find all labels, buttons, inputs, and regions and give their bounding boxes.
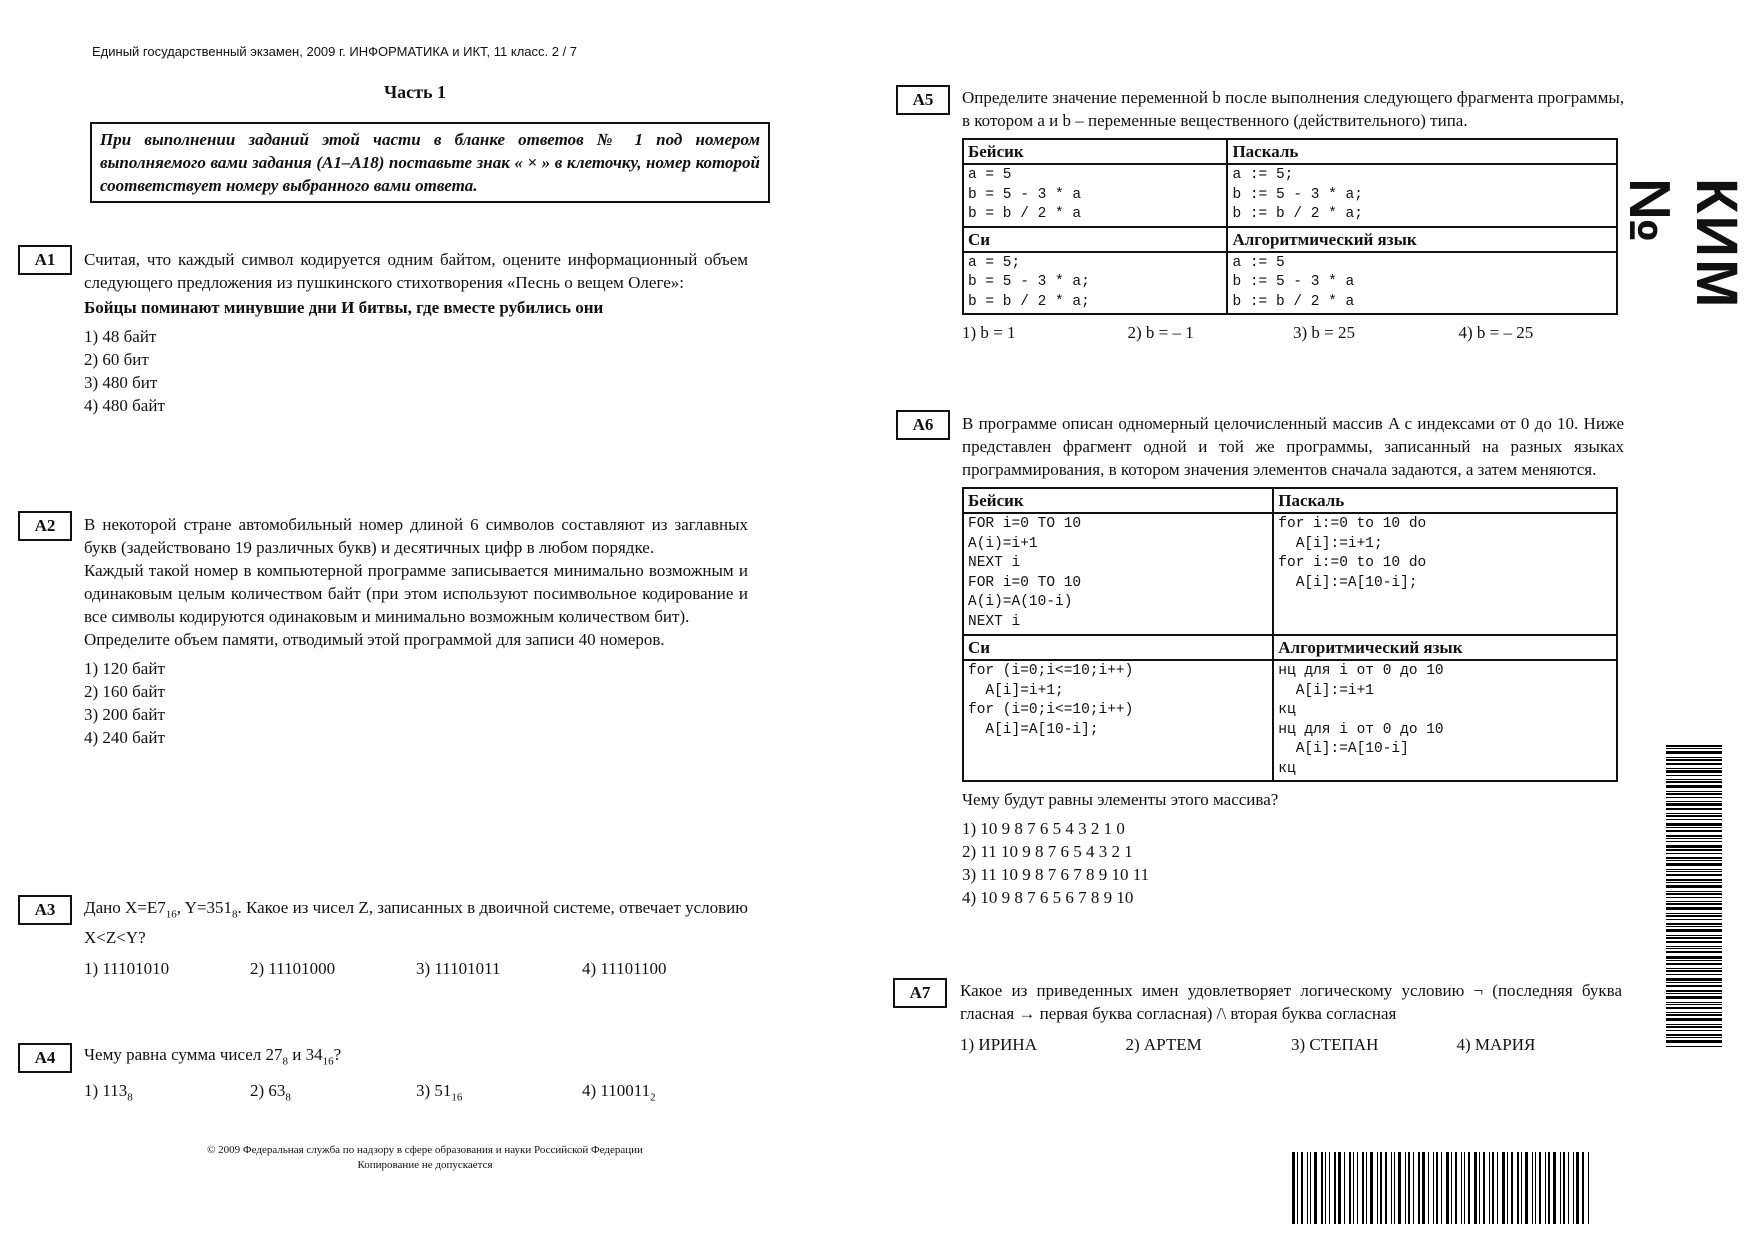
question-a5 — [962, 86, 1624, 344]
barcode-bar — [1666, 946, 1722, 947]
barcode-bar — [1666, 781, 1722, 783]
barcode-bar — [1666, 860, 1722, 861]
answer-option: 3) СТЕПАН — [1291, 1035, 1379, 1054]
barcode-bar — [1489, 1152, 1490, 1224]
barcode-bar — [1497, 1152, 1498, 1224]
barcode-bar — [1292, 1152, 1295, 1224]
barcode-horizontal — [1292, 1152, 1622, 1224]
barcode-bar — [1666, 1034, 1722, 1036]
question-label-a4: A4 — [18, 1043, 72, 1073]
barcode-bar — [1314, 1152, 1317, 1224]
answer-option: 1) 48 байт — [84, 327, 157, 346]
barcode-bar — [1666, 891, 1722, 892]
copy-notice: Копирование не допускается — [357, 1159, 493, 1171]
lang-header: Алгоритмический язык — [1273, 635, 1617, 660]
lang-header: Бейсик — [963, 488, 1273, 513]
question-text: В некоторой стране автомобильный номер длиной 6 символов составляют из заглавных букв (задействовано 19 различных букв) и десятичных цифр в любом порядке. — [84, 515, 748, 557]
barcode-bar — [1666, 941, 1722, 943]
barcode-bar — [1666, 937, 1722, 939]
barcode-bar — [1588, 1152, 1589, 1224]
barcode-bar — [1666, 907, 1722, 910]
lang-header: Си — [963, 227, 1227, 252]
barcode-bar — [1666, 845, 1722, 848]
page-header: Единый государственный экзамен, 2009 г. ИНФОРМАТИКА и ИКТ, 11 класс. 2 / 7 — [92, 44, 578, 59]
barcode-bar — [1525, 1152, 1528, 1224]
barcode-bar — [1666, 968, 1722, 969]
answer-option: 3) 11101011 — [416, 959, 501, 979]
barcode-bar — [1539, 1152, 1541, 1224]
barcode-bar — [1349, 1152, 1351, 1224]
barcode-bar — [1492, 1152, 1494, 1224]
answer-option: 2) 11101000 — [250, 959, 336, 979]
barcode-bar — [1545, 1152, 1546, 1224]
barcode-bar — [1517, 1152, 1519, 1224]
barcode-bar — [1666, 960, 1722, 961]
instruction-box: При выполнении заданий этой части в бланке ответов № 1 под номером выполняемого вами задания (A1–A18) поставьте знак « × » в клеточку, номер которой соответствует номеру выбранного вами ответа. — [90, 122, 770, 203]
barcode-bar — [1353, 1152, 1354, 1224]
barcode-bar — [1666, 803, 1722, 806]
barcode-bar — [1433, 1152, 1434, 1224]
barcode-bar — [1366, 1152, 1367, 1224]
barcode-bar — [1461, 1152, 1462, 1224]
barcode-bar — [1507, 1152, 1508, 1224]
barcode-bar — [1377, 1152, 1378, 1224]
barcode-bar — [1666, 770, 1722, 773]
barcode-bar — [1666, 838, 1722, 839]
barcode-bar — [1666, 841, 1722, 842]
barcode-bar — [1666, 759, 1722, 761]
barcode-bar — [1666, 897, 1722, 898]
barcode-bar — [1666, 815, 1722, 817]
barcode-bar — [1405, 1152, 1406, 1224]
barcode-bar — [1666, 801, 1722, 802]
barcode-bar — [1385, 1152, 1387, 1224]
barcode-bar — [1307, 1152, 1308, 1224]
barcode-bar — [1666, 808, 1722, 810]
barcode-bar — [1666, 1002, 1722, 1003]
answer-options — [960, 1033, 1622, 1056]
barcode-bar — [1321, 1152, 1323, 1224]
barcode-bar — [1666, 819, 1722, 820]
question-a2 — [84, 513, 748, 749]
barcode-bar — [1479, 1152, 1480, 1224]
answer-options — [962, 817, 1624, 909]
question-label-a3: A3 — [18, 895, 72, 925]
barcode-bar — [1666, 956, 1722, 959]
barcode-bar — [1560, 1152, 1561, 1224]
barcode-bar — [1666, 745, 1722, 747]
lang-header: Паскаль — [1227, 139, 1617, 164]
lang-header: Бейсик — [963, 139, 1227, 164]
barcode-bar — [1666, 948, 1722, 949]
barcode-bar — [1666, 885, 1722, 888]
barcode-bar — [1666, 797, 1722, 798]
barcode-bar — [1666, 951, 1722, 953]
barcode-bar — [1666, 990, 1722, 992]
answer-option: 2) АРТЕМ — [1125, 1035, 1202, 1054]
question-a7 — [960, 979, 1622, 1056]
barcode-bar — [1441, 1152, 1442, 1224]
answer-option: 1) $113_8$ — [84, 1081, 133, 1104]
code-table — [962, 487, 1618, 782]
barcode-bar — [1329, 1152, 1330, 1224]
barcode-bar — [1666, 996, 1722, 999]
barcode-bar — [1666, 893, 1722, 895]
answer-option: 3) 11 10 9 8 7 6 7 8 9 10 11 — [962, 865, 1150, 884]
barcode-bar — [1548, 1152, 1550, 1224]
answer-option: 4) 10 9 8 7 6 5 6 7 8 9 10 — [962, 888, 1134, 907]
barcode-bar — [1666, 919, 1722, 920]
barcode-bar — [1666, 768, 1722, 769]
barcode-bar — [1468, 1152, 1470, 1224]
barcode-bar — [1666, 974, 1722, 975]
question-text: Дано $X=E7_{16}$, $Y=351_8$. Какое из чисел Z, записанных в двоичной системе, отвечает условию X<Z<Y? — [84, 898, 748, 948]
barcode-bar — [1502, 1152, 1505, 1224]
question-text: Чему будут равны элементы этого массива? — [962, 790, 1279, 809]
code-cell: for (i=0;i<=10;i++) A[i]=i+1; for (i=0;i<=10;i++) A[i]=A[10-i]; — [963, 660, 1273, 781]
answer-option: 3) b = 25 — [1293, 323, 1355, 342]
answer-option: 4) $110011_2$ — [582, 1081, 656, 1104]
barcode-bar — [1563, 1152, 1565, 1224]
answer-options — [84, 1079, 748, 1109]
barcode-bar — [1666, 1012, 1722, 1013]
barcode-bar — [1521, 1152, 1522, 1224]
barcode-bar — [1666, 963, 1722, 965]
code-cell: for i:=0 to 10 do A[i]:=i+1; for i:=0 to 10 do A[i]:=A[10-i]; — [1273, 513, 1617, 635]
answer-option: 1) ИРИНА — [960, 1035, 1037, 1054]
answer-option: 3) 480 бит — [84, 373, 158, 392]
quote-text: Бойцы поминают минувшие дни И битвы, где вместе рубились они — [84, 298, 604, 317]
barcode-bar — [1666, 901, 1722, 902]
barcode-bar — [1446, 1152, 1449, 1224]
barcode-bar — [1483, 1152, 1485, 1224]
question-label-a6: A6 — [896, 410, 950, 440]
barcode-bar — [1666, 929, 1722, 932]
barcode-bar — [1666, 882, 1722, 883]
question-text: Определите значение переменной b после выполнения следующего фрагмента программы, в котором a и b – переменные вещественного (действительного) типа. — [962, 88, 1624, 130]
barcode-bar — [1301, 1152, 1303, 1224]
answer-option: 2) b = – 1 — [1127, 323, 1194, 342]
barcode-bar — [1394, 1152, 1395, 1224]
barcode-bar — [1666, 775, 1722, 776]
part-title: Часть 1 — [383, 82, 447, 102]
barcode-bar — [1666, 926, 1722, 927]
barcode-bar — [1511, 1152, 1513, 1224]
barcode-bar — [1666, 869, 1722, 870]
question-text: Какое из приведенных имен удовлетворяет логическому условию ¬ (последняя буква гласная → первая буква согласная) /\ вторая буква согласная — [960, 981, 1622, 1023]
barcode-bar — [1666, 993, 1722, 994]
barcode-bar — [1666, 763, 1722, 765]
question-text: Чему равна сумма чисел $27_8$ и $34_{16}$? — [84, 1045, 342, 1068]
barcode-bar — [1576, 1152, 1579, 1224]
footer — [100, 1143, 750, 1173]
answer-option: 1) 120 байт — [84, 659, 165, 678]
barcode-bar — [1666, 827, 1722, 828]
answer-option: 3) $51_{16}$ — [416, 1081, 463, 1104]
barcode-bar — [1666, 823, 1722, 826]
answer-option: 4) 480 байт — [84, 396, 165, 415]
lang-header: Си — [963, 635, 1273, 660]
answer-option: 1) 10 9 8 7 6 5 4 3 2 1 0 — [962, 819, 1125, 838]
barcode-bar — [1310, 1152, 1311, 1224]
barcode-bar — [1666, 830, 1722, 832]
code-cell: нц для i от 0 до 10 A[i]:=i+1 кц нц для i от 0 до 10 A[i]:=A[10-i] кц — [1273, 660, 1617, 781]
barcode-bar — [1666, 1018, 1722, 1021]
barcode-bar — [1666, 913, 1722, 914]
barcode-bar — [1666, 857, 1722, 859]
copyright: © 2009 Федеральная служба по надзору в сфере образования и науки Российской Федерации — [207, 1144, 643, 1156]
answer-options — [84, 325, 748, 417]
answer-options — [962, 321, 1624, 344]
barcode-bar — [1666, 1007, 1722, 1009]
barcode-bar — [1408, 1152, 1410, 1224]
barcode-bar — [1666, 970, 1722, 972]
barcode-bar — [1338, 1152, 1341, 1224]
barcode-bar — [1325, 1152, 1326, 1224]
question-label-a1: A1 — [18, 245, 72, 275]
barcode-bar — [1666, 982, 1722, 983]
answer-option: 4) 11101100 — [582, 959, 667, 979]
question-text: Определите объем памяти, отводимый этой программой для записи 40 номеров. — [84, 630, 665, 649]
barcode-bar — [1553, 1152, 1556, 1224]
answer-option: 2) 11 10 9 8 7 6 5 4 3 2 1 — [962, 842, 1133, 861]
answer-option: 2) $63_8$ — [250, 1081, 291, 1104]
code-cell: a := 5 b := 5 - 3 * a b := b / 2 * a — [1227, 252, 1617, 315]
barcode-bar — [1666, 874, 1722, 876]
barcode-bar — [1666, 978, 1722, 981]
barcode-bar — [1666, 1030, 1722, 1031]
barcode-bar — [1666, 871, 1722, 872]
barcode-bar — [1297, 1152, 1298, 1224]
barcode-bar — [1391, 1152, 1392, 1224]
answer-option: 2) 60 бит — [84, 350, 149, 369]
barcode-bar — [1464, 1152, 1465, 1224]
barcode-bar — [1666, 985, 1722, 987]
barcode-bar — [1666, 779, 1722, 780]
barcode-bar — [1666, 835, 1722, 837]
barcode-bar — [1666, 849, 1722, 851]
barcode-bar — [1535, 1152, 1536, 1224]
barcode-bar — [1362, 1152, 1364, 1224]
barcode-bar — [1666, 1026, 1722, 1028]
barcode-bar — [1666, 785, 1722, 788]
barcode-bar — [1666, 791, 1722, 792]
question-a3 — [84, 896, 748, 980]
barcode-bar — [1451, 1152, 1452, 1224]
barcode-bar — [1568, 1152, 1569, 1224]
barcode-bar — [1666, 751, 1722, 754]
barcode-bar — [1436, 1152, 1438, 1224]
kim-number-label: КИМ № — [1617, 178, 1749, 310]
barcode-bar — [1474, 1152, 1477, 1224]
question-label-a2: A2 — [18, 511, 72, 541]
answer-option: 4) b = – 25 — [1458, 323, 1534, 342]
answer-options — [84, 957, 748, 980]
barcode-bar — [1666, 1040, 1722, 1043]
question-text: Каждый такой номер в компьютерной программе записывается минимально возможным и одинаковым целым количеством байт (при этом используют посимвольное кодирование и все символы кодируются одинаковым и минимально возможным количеством бит). — [84, 561, 748, 626]
barcode-bar — [1666, 863, 1722, 866]
barcode-bar — [1666, 748, 1722, 749]
barcode-bar — [1334, 1152, 1336, 1224]
lang-header: Алгоритмический язык — [1227, 227, 1617, 252]
barcode-bar — [1422, 1152, 1425, 1224]
question-a4 — [84, 1043, 748, 1110]
code-cell: FOR i=0 TO 10 A(i)=i+1 NEXT i FOR i=0 TO 10 A(i)=A(10-i) NEXT i — [963, 513, 1273, 635]
question-text: В программе описан одномерный целочисленный массив A с индексами от 0 до 10. Ниже представлен фрагмент одной и той же программы, записанный на разных языках программирования, в котором значения элементов сначала задаются, а затем меняются. — [962, 414, 1624, 479]
barcode-vertical — [1666, 745, 1722, 1085]
barcode-bar — [1398, 1152, 1401, 1224]
barcode-bar — [1666, 915, 1722, 917]
barcode-bar — [1666, 923, 1722, 925]
barcode-bar — [1428, 1152, 1429, 1224]
answer-options — [84, 657, 748, 749]
barcode-bar — [1666, 1024, 1722, 1025]
answer-option: 1) 11101010 — [84, 959, 170, 979]
question-text: Считая, что каждый символ кодируется одним байтом, оцените информационный объем следующего предложения из пушкинского стихотворения «Песнь о вещем Олеге»: — [84, 250, 748, 292]
question-label-a5: A5 — [896, 85, 950, 115]
code-cell: a = 5 b = 5 - 3 * a b = b / 2 * a — [963, 164, 1227, 227]
barcode-bar — [1666, 879, 1722, 881]
barcode-bar — [1666, 935, 1722, 936]
answer-option: 4) МАРИЯ — [1456, 1035, 1536, 1054]
barcode-bar — [1532, 1152, 1533, 1224]
barcode-bar — [1418, 1152, 1420, 1224]
barcode-bar — [1666, 1037, 1722, 1038]
answer-option: 3) 200 байт — [84, 705, 165, 724]
question-a1 — [84, 248, 748, 417]
barcode-bar — [1666, 793, 1722, 795]
barcode-bar — [1666, 1014, 1722, 1016]
barcode-bar — [1666, 813, 1722, 814]
answer-option: 2) 160 байт — [84, 682, 165, 701]
barcode-bar — [1573, 1152, 1574, 1224]
question-label-a7: A7 — [893, 978, 947, 1008]
barcode-bar — [1582, 1152, 1584, 1224]
barcode-bar — [1344, 1152, 1345, 1224]
code-cell: a := 5; b := 5 - 3 * a; b := b / 2 * a; — [1227, 164, 1617, 227]
lang-header: Паскаль — [1273, 488, 1617, 513]
barcode-bar — [1666, 1004, 1722, 1005]
barcode-bar — [1455, 1152, 1457, 1224]
code-table — [962, 138, 1618, 315]
barcode-bar — [1357, 1152, 1358, 1224]
barcode-bar — [1666, 757, 1722, 758]
barcode-bar — [1666, 903, 1722, 905]
barcode-bar — [1666, 853, 1722, 854]
answer-option: 1) b = 1 — [962, 323, 1016, 342]
answer-option: 4) 240 байт — [84, 728, 165, 747]
question-a6 — [962, 412, 1624, 909]
barcode-bar — [1380, 1152, 1382, 1224]
barcode-bar — [1413, 1152, 1414, 1224]
barcode-bar — [1370, 1152, 1373, 1224]
code-cell: a = 5; b = 5 - 3 * a; b = b / 2 * a; — [963, 252, 1227, 315]
barcode-bar — [1666, 1046, 1722, 1047]
